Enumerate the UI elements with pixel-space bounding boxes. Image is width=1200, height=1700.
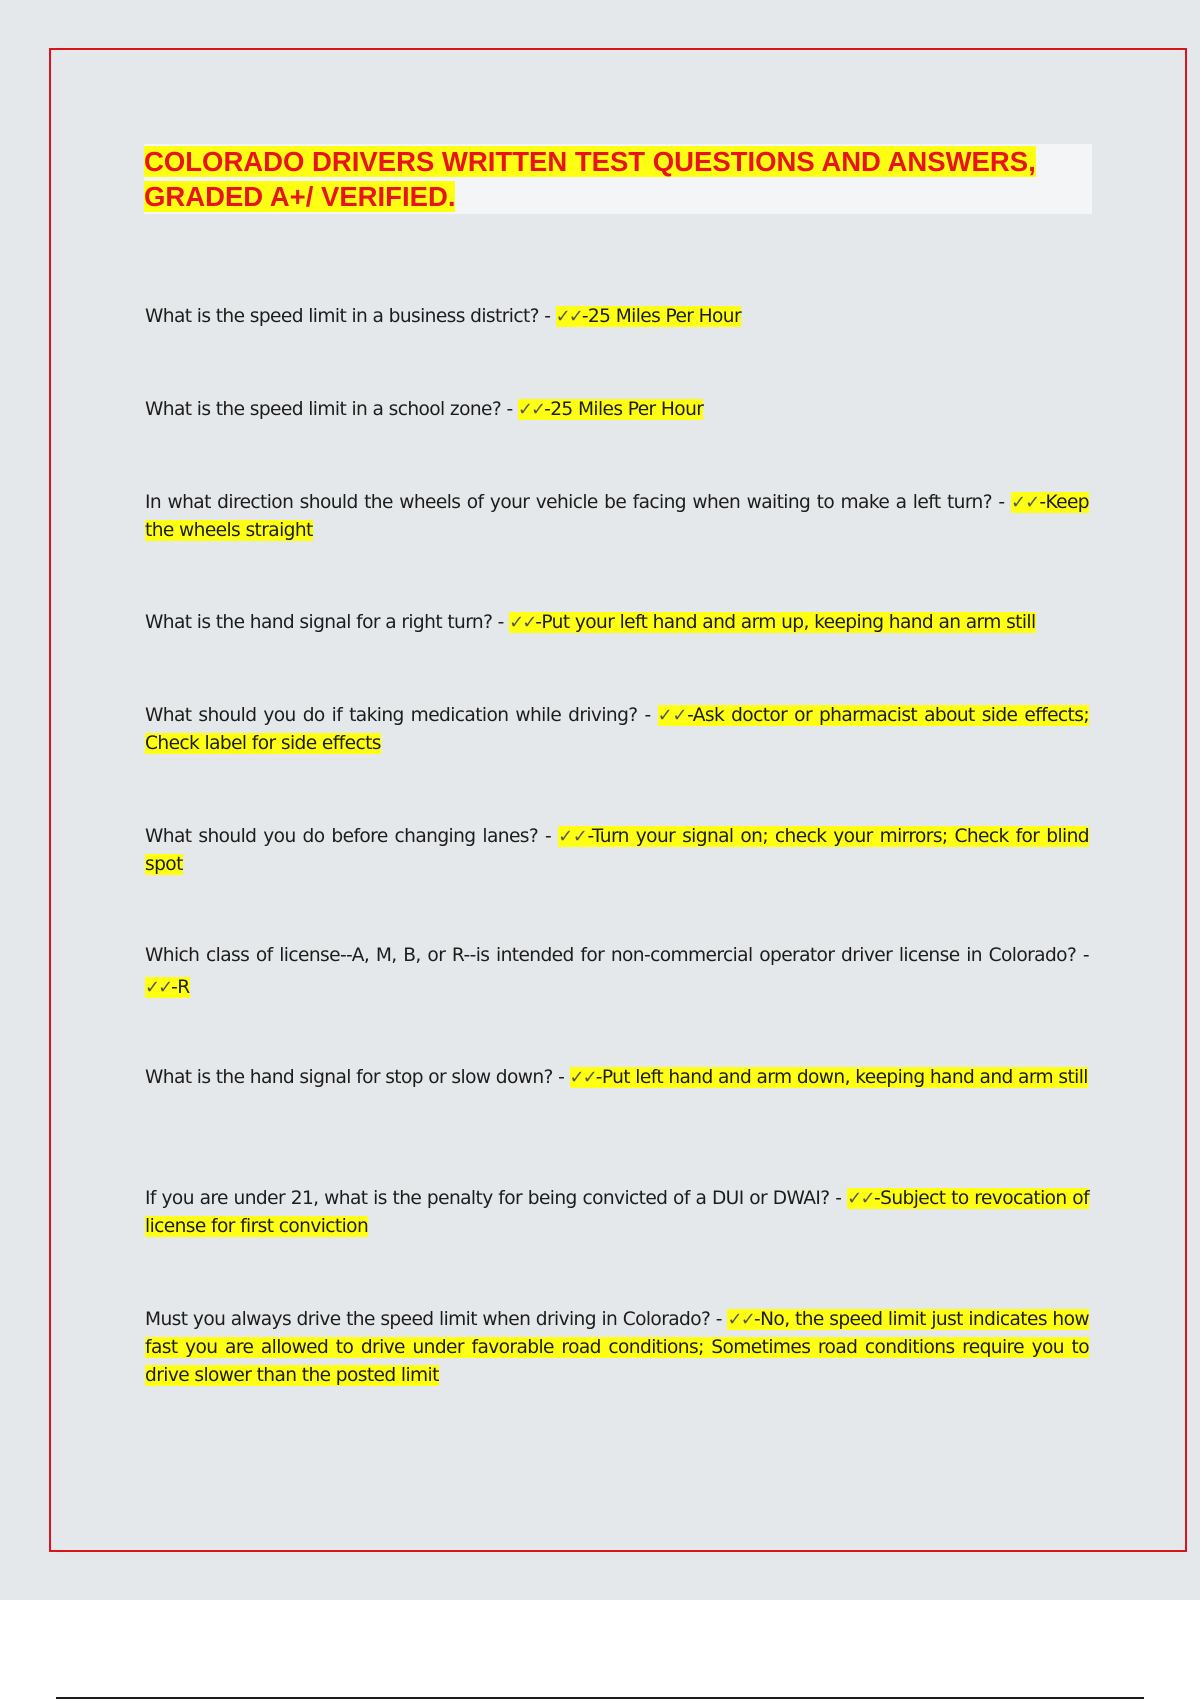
question-text: What should you do before changing lanes?	[145, 826, 539, 847]
question-text: If you are under 21, what is the penalty for being convicted of a DUI or DWAI?	[145, 1188, 830, 1209]
double-check-icon: ✓✓	[555, 306, 582, 327]
qa-separator: -	[637, 705, 658, 726]
answer-prefix: -	[754, 1309, 761, 1330]
title-line-1: COLORADO DRIVERS WRITTEN TEST QUESTIONS AND ANSWERS,	[144, 146, 1036, 177]
answer-highlight	[556, 306, 741, 327]
qa-separator: -	[710, 1309, 728, 1330]
double-check-icon: ✓✓	[847, 1188, 875, 1209]
answer-prefix: -	[874, 1188, 881, 1209]
qa-separator: -	[552, 1067, 570, 1088]
double-check-icon: ✓✓	[517, 399, 545, 420]
answer-prefix: -	[535, 612, 542, 633]
answer-text: Ask doctor or pharmacist about side effects; Check label for side effects	[145, 705, 1089, 754]
qa-separator: -	[538, 306, 556, 327]
answer-prefix: -	[587, 826, 592, 847]
qa-item-1	[145, 303, 1089, 331]
qa-separator: -	[492, 612, 510, 633]
qa-separator: -	[501, 399, 518, 420]
double-check-icon: ✓✓	[569, 1067, 596, 1088]
answer-prefix: -	[687, 705, 693, 726]
question-text: What is the speed limit in a business district?	[145, 306, 539, 327]
answer-highlight	[145, 977, 190, 998]
answer-text: No, the speed limit just indicates how fast you are allowed to drive under favorable road conditions; Sometimes road conditions require you to drive slower than the posted limit	[145, 1309, 1089, 1386]
answer-text: Put left hand and arm down, keeping hand and arm still	[601, 1067, 1088, 1088]
question-text: Must you always drive the speed limit when driving in Colorado?	[145, 1309, 711, 1330]
answer-prefix: -	[581, 306, 588, 327]
double-check-icon: ✓✓	[727, 1309, 754, 1330]
question-text: What is the speed limit in a school zone?	[145, 399, 502, 420]
answer-text: Put your left hand and arm up, keeping hand an arm still	[541, 612, 1036, 633]
question-text: What is the hand signal for stop or slow down?	[145, 1067, 553, 1088]
answer-text: 25 Miles Per Hour	[587, 306, 742, 327]
answer-prefix: -	[171, 977, 178, 998]
double-check-icon: ✓✓	[657, 705, 688, 726]
qa-item-7	[145, 940, 1089, 1004]
double-check-icon: ✓✓	[1010, 492, 1040, 513]
question-text: What should you do if taking medication while driving?	[145, 705, 638, 726]
answer-highlight	[570, 1067, 1088, 1088]
answer-text: 25 Miles Per Hour	[550, 399, 704, 420]
footer-divider	[56, 1697, 1144, 1699]
qa-separator: -	[992, 492, 1011, 513]
qa-separator: -	[538, 826, 559, 847]
answer-text: Subject to revocation of license for first conviction	[145, 1188, 1090, 1237]
answer-text: Keep the wheels straight	[145, 492, 1090, 541]
qa-item-10	[145, 1306, 1089, 1390]
qa-item-8	[145, 1064, 1089, 1092]
qa-item-5	[145, 702, 1089, 758]
qa-separator: -	[829, 1188, 848, 1209]
answer-text: Turn your signal on; check your mirrors; Check for blind spot	[145, 826, 1089, 875]
answer-highlight	[518, 399, 703, 420]
answer-prefix: -	[544, 399, 551, 420]
answer-prefix: -	[1039, 492, 1046, 513]
qa-item-9	[145, 1185, 1089, 1241]
question-text: What is the hand signal for a right turn?	[145, 612, 493, 633]
qa-item-6	[145, 823, 1089, 879]
qa-item-4	[145, 609, 1089, 637]
question-text: In what direction should the wheels of your vehicle be facing when waiting to make a left turn?	[145, 492, 992, 513]
document-title	[144, 144, 1092, 214]
qa-separator: -	[1076, 945, 1089, 966]
answer-text: R	[177, 977, 190, 998]
answer-prefix: -	[595, 1067, 602, 1088]
qa-item-3	[145, 489, 1089, 545]
answer-highlight	[509, 612, 1035, 633]
qa-item-2	[145, 396, 1089, 424]
double-check-icon: ✓✓	[145, 977, 172, 998]
title-line-2: GRADED A+/ VERIFIED.	[144, 181, 456, 212]
question-text: Which class of license--A, M, B, or R--is intended for non-commercial operator driver license in Colorado?	[145, 945, 1077, 966]
double-check-icon: ✓✓	[509, 612, 536, 633]
double-check-icon: ✓✓	[558, 826, 588, 847]
